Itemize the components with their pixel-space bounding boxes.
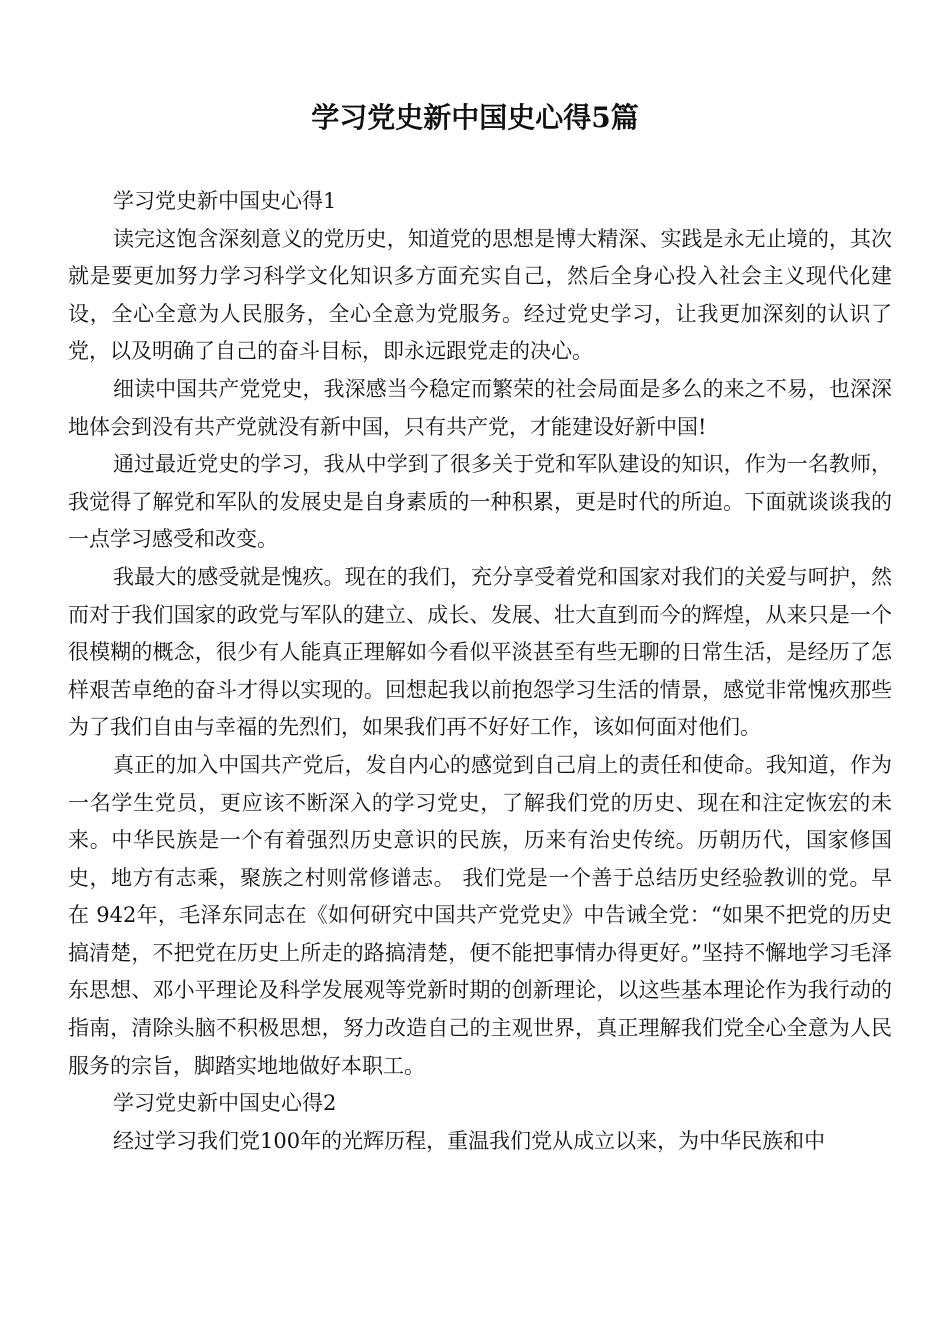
paragraph: 经过学习我们党100年的光辉历程，重温我们党从成立以来，为中华民族和中 bbox=[113, 1128, 826, 1153]
paragraph: 细读中国共产党党史，我深感当今稳定而繁荣的社会局面是多么的来之不易，也深深地体会到没有共产党就没有新中国，只有共产党，才能建设好新中国! bbox=[68, 376, 892, 439]
paragraph: 读完这饱含深刻意义的党历史，知道党的思想是博大精深、实践是永无止境的，其次就是要更加努力学习科学文化知识多方面充实自己，然后全身心投入社会主义现代化建设，全心全意为人民服务，全心全意为党服务。经过党史学习，让我更加深刻的认识了党，以及明确了自己的奋斗目标，即永远跟党走的决心。 bbox=[68, 226, 892, 364]
document-body bbox=[68, 183, 892, 1160]
paragraph: 真正的加入中国共产党后，发自内心的感觉到自己肩上的责任和使命。我知道，作为一名学生党员，更应该不断深入的学习党史，了解我们党的历史、现在和注定恢宏的未来。中华民族是一个有着强烈历史意识的民族，历来有治史传统。历朝历代，国家修国史，地方有志乘，聚族之村则常修谱志。 我们党是一个善于总结历史经验教训的党。早在 942年，毛泽东同志在《如何研究中国共产党党史》中告诫全党：“如果不把党的历史搞清楚，不把党在历史上所走的路搞清楚，便不能把事情办得更好。”坚持不懈地学习毛泽东思想、邓小平理论及科学发展观等党新时期的创新理论，以这些基本理论作为我行动的指南，清除头脑不积极思想，努力改造自己的主观世界，真正理解我们党全心全意为人民服务的宗旨，脚踏实地地做好本职工。 bbox=[68, 752, 892, 1078]
section-heading-1: 学习党史新中国史心得1 bbox=[113, 189, 337, 213]
paragraph: 我最大的感受就是愧疚。现在的我们，充分享受着党和国家对我们的关爱与呵护，然而对于我们国家的政党与军队的建立、成长、发展、壮大直到而今的辉煌，从来只是一个很模糊的概念，很少有人能真正理解如今看似平淡甚至有些无聊的日常生活，是经历了怎样艰苦卓绝的奋斗才得以实现的。回想起我以前抱怨学习生活的情景，感觉非常愧疚那些为了我们自由与幸福的先烈们，如果我们再不好好工作，该如何面对他们。 bbox=[68, 564, 892, 740]
section-heading-2: 学习党史新中国史心得2 bbox=[113, 1091, 337, 1116]
document-title: 学习党史新中国史心得5篇 bbox=[311, 101, 639, 134]
paragraph: 通过最近党史的学习，我从中学到了很多关于党和军队建设的知识，作为一名教师，我觉得了解党和军队的发展史是自身素质的一种积累，更是时代的所迫。下面就谈谈我的一点学习感受和改变。 bbox=[68, 452, 892, 552]
